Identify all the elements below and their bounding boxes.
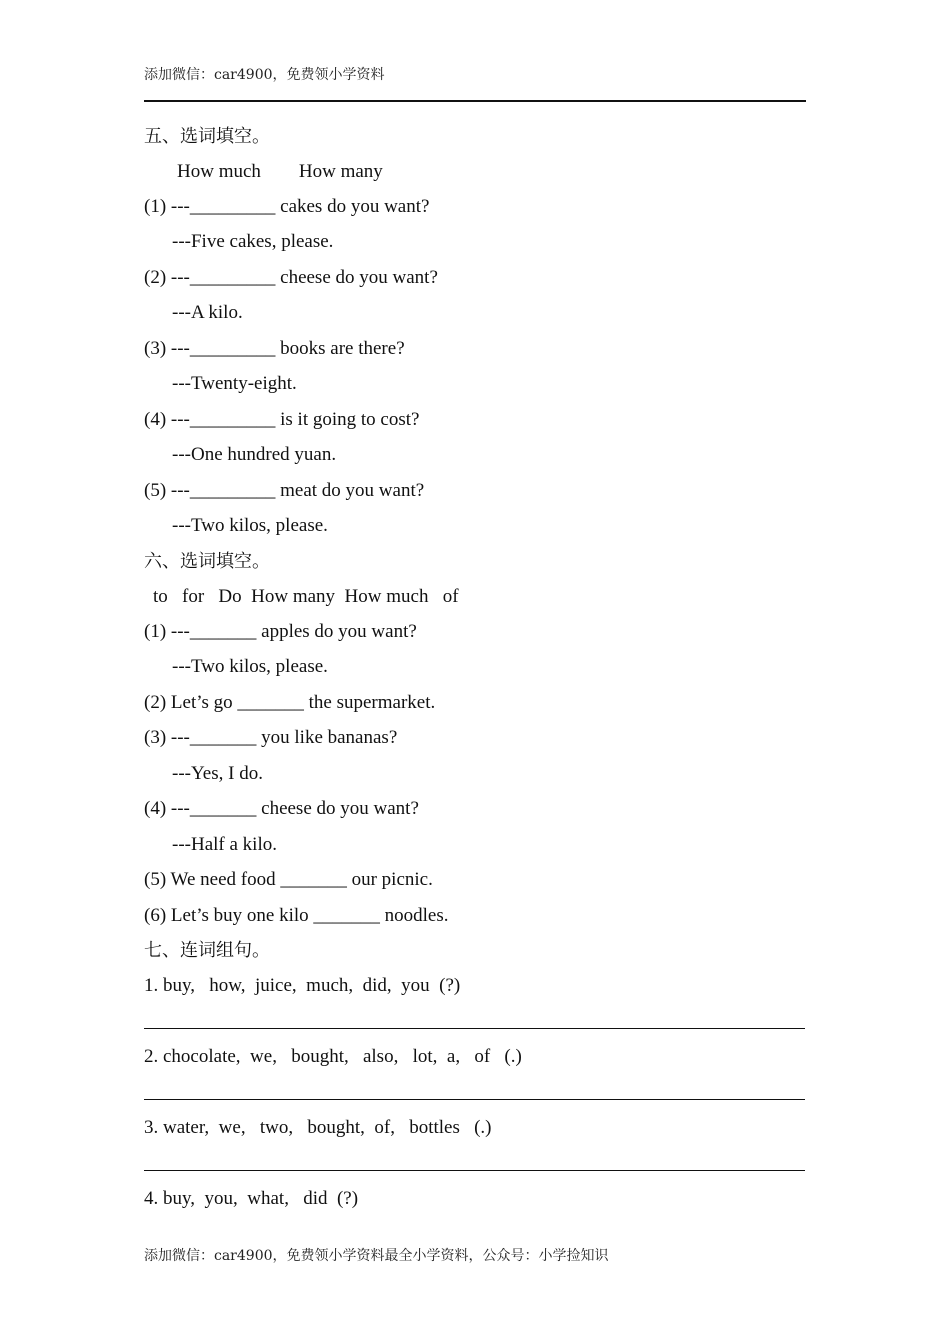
answer-line-7-1 bbox=[144, 1028, 805, 1029]
section-6-options: to for Do How many How much of bbox=[153, 586, 459, 607]
sentence-7-1: 1. buy, how, juice, much, did, you (?) bbox=[144, 975, 461, 996]
question-5-4: (4) ---_________ is it going to cost? bbox=[144, 409, 420, 430]
question-6-2: (2) Let’s go _______ the supermarket. bbox=[144, 692, 436, 713]
sentence-7-3: 3. water, we, two, bought, of, bottles (.) bbox=[144, 1117, 492, 1138]
section-6-title: 六、选词填空。 bbox=[144, 551, 270, 572]
answer-6-1: ---Two kilos, please. bbox=[172, 656, 328, 677]
header-text: 添加微信：car4900，免费领小学资料 bbox=[144, 67, 385, 83]
section-7-title: 七、连词组句。 bbox=[144, 940, 270, 961]
answer-5-3: ---Twenty-eight. bbox=[172, 373, 297, 394]
answer-line-7-3 bbox=[144, 1170, 805, 1171]
question-5-1: (1) ---_________ cakes do you want? bbox=[144, 196, 430, 217]
answer-6-4: ---Half a kilo. bbox=[172, 834, 277, 855]
question-6-4: (4) ---_______ cheese do you want? bbox=[144, 798, 419, 819]
answer-6-3: ---Yes, I do. bbox=[172, 763, 263, 784]
question-5-3: (3) ---_________ books are there? bbox=[144, 338, 405, 359]
answer-5-2: ---A kilo. bbox=[172, 302, 243, 323]
section-5-title: 五、选词填空。 bbox=[144, 126, 270, 147]
answer-5-5: ---Two kilos, please. bbox=[172, 515, 328, 536]
answer-5-4: ---One hundred yuan. bbox=[172, 444, 337, 465]
question-6-5: (5) We need food _______ our picnic. bbox=[144, 869, 433, 890]
footer-text: 添加微信：car4900，免费领小学资料最全小学资料，公众号：小学捡知识 bbox=[144, 1248, 609, 1264]
sentence-7-2: 2. chocolate, we, bought, also, lot, a, of (.) bbox=[144, 1046, 522, 1067]
section-5-options: How much How many bbox=[177, 161, 383, 182]
sentence-7-4: 4. buy, you, what, did (?) bbox=[144, 1188, 359, 1209]
question-5-2: (2) ---_________ cheese do you want? bbox=[144, 267, 438, 288]
answer-5-1: ---Five cakes, please. bbox=[172, 231, 334, 252]
answer-line-7-2 bbox=[144, 1099, 805, 1100]
question-6-6: (6) Let’s buy one kilo _______ noodles. bbox=[144, 905, 449, 926]
question-6-1: (1) ---_______ apples do you want? bbox=[144, 621, 417, 642]
question-5-5: (5) ---_________ meat do you want? bbox=[144, 480, 425, 501]
question-6-3: (3) ---_______ you like bananas? bbox=[144, 727, 398, 748]
header-rule bbox=[144, 100, 806, 102]
